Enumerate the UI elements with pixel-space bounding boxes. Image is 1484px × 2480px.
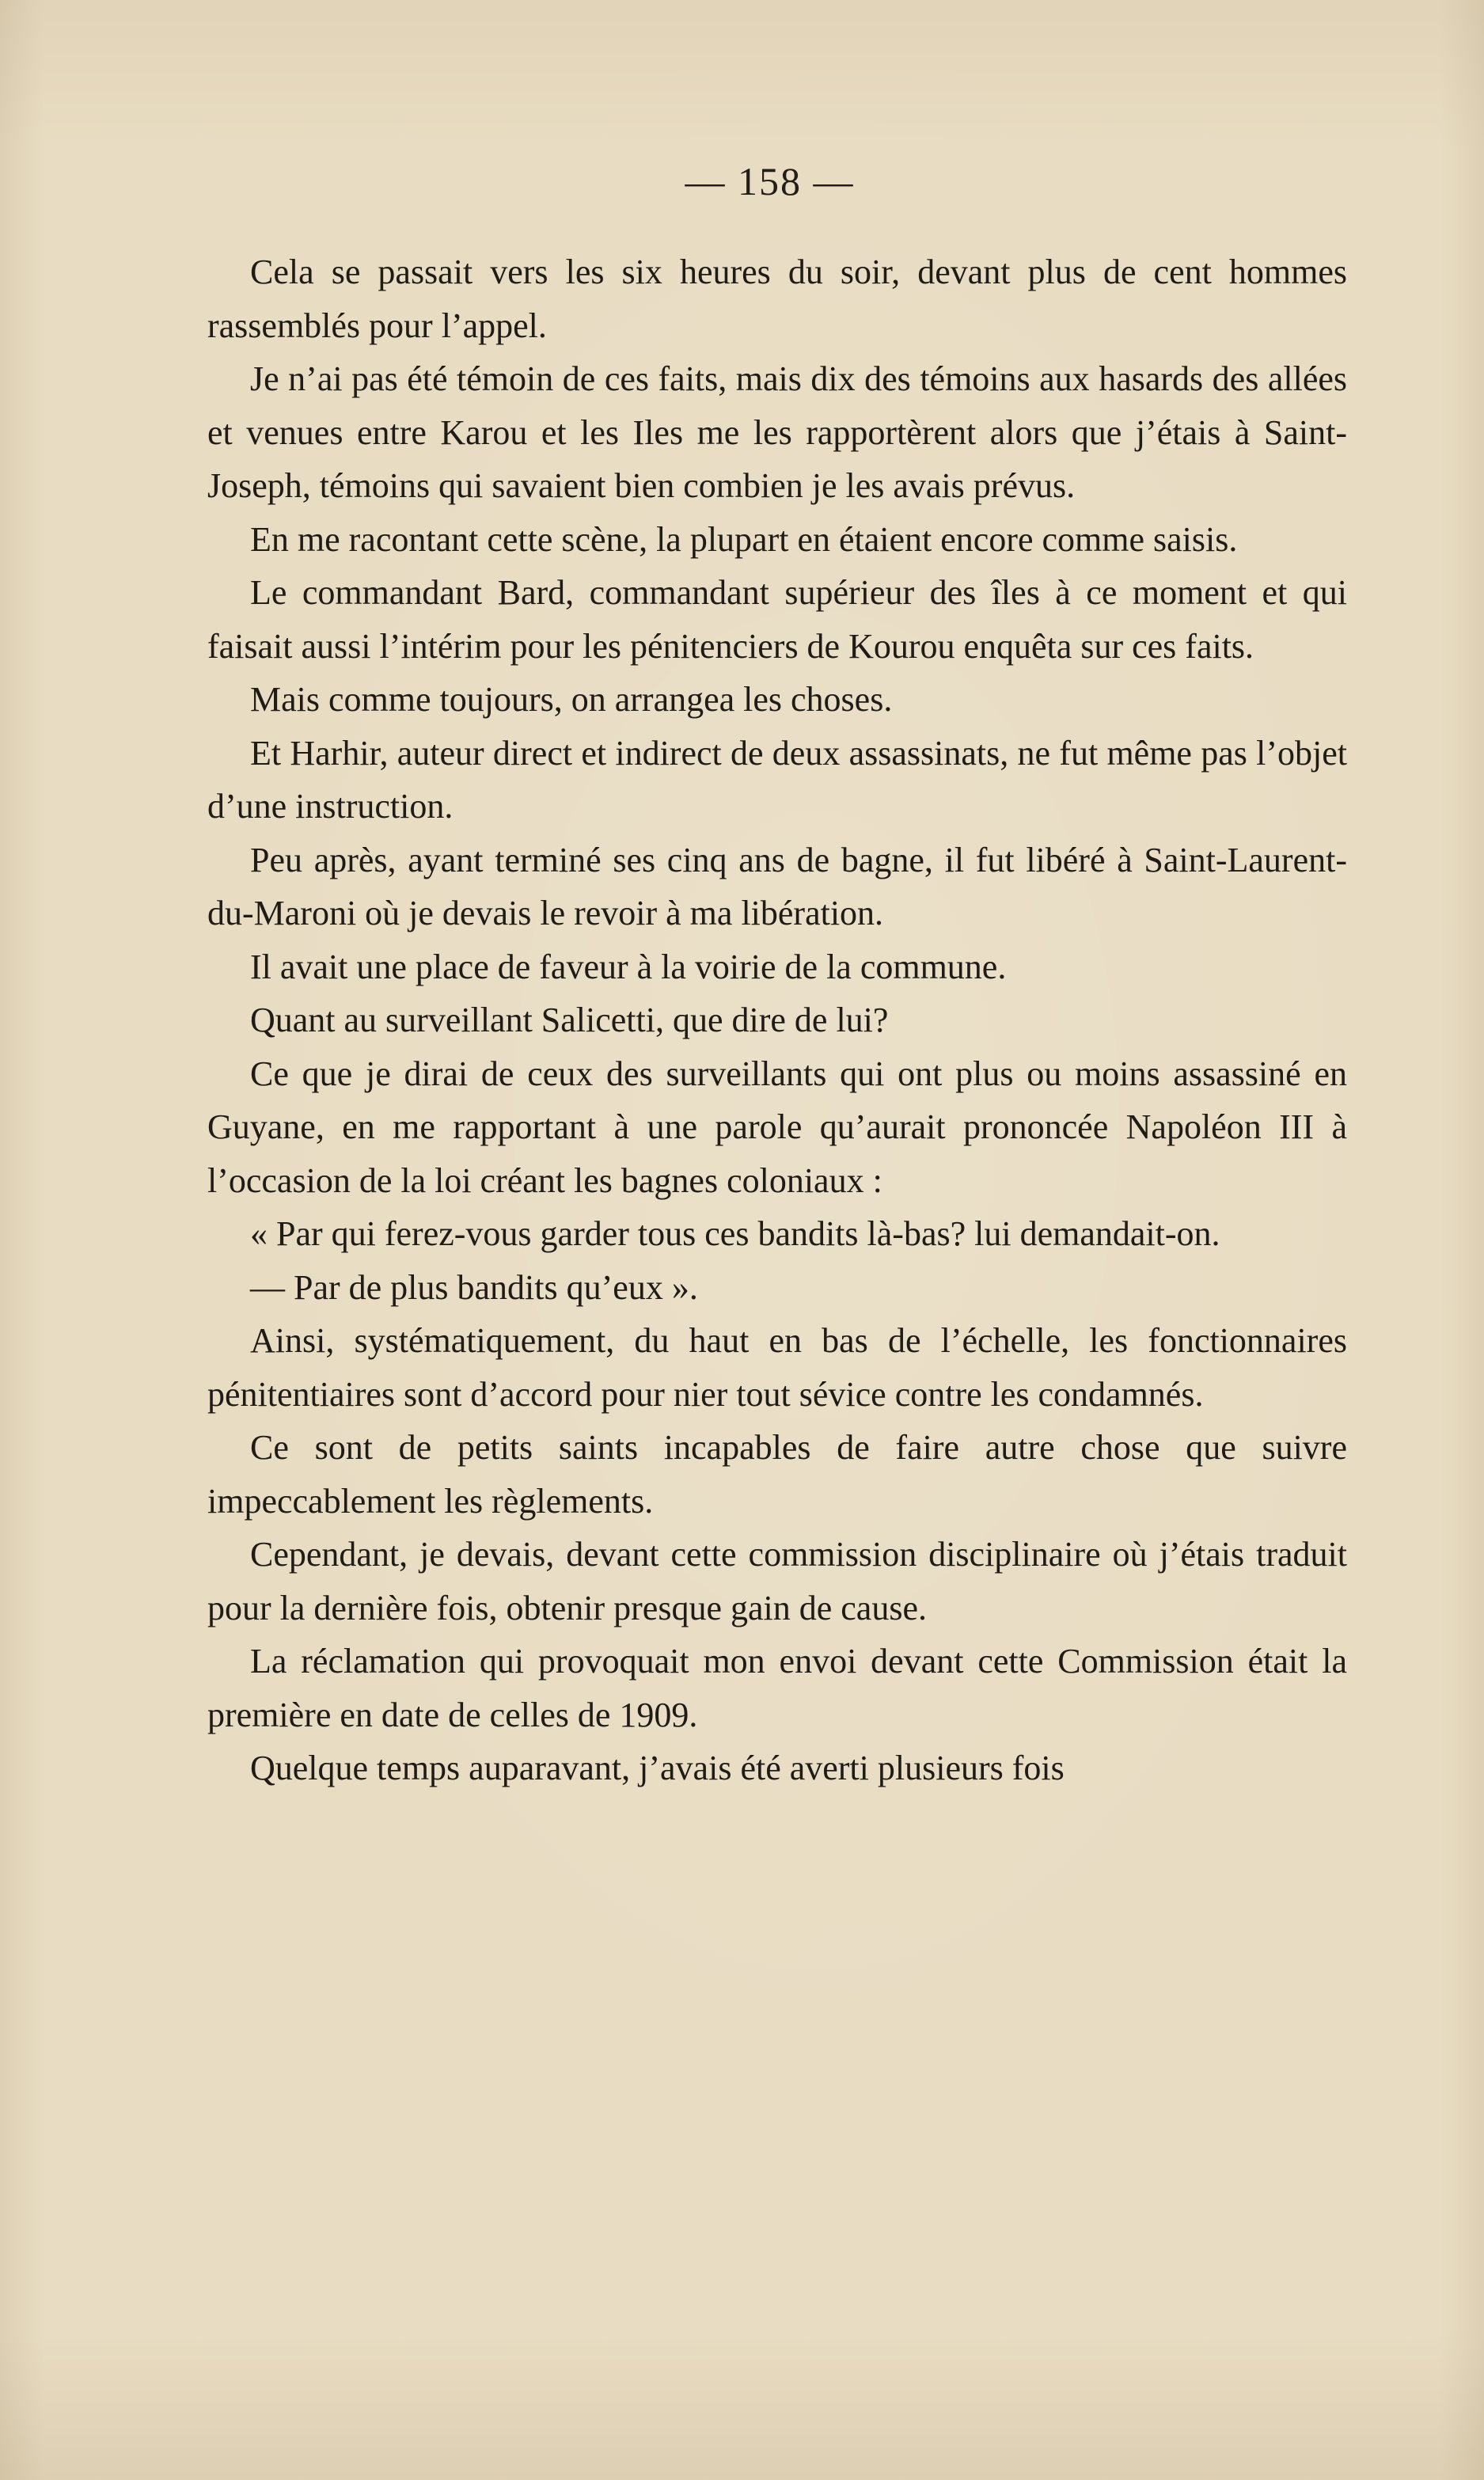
paragraph: Le commandant Bard, commandant supérieur des îles à ce moment et qui faisait aussi l’intérim pour les pénitenciers de Kourou enquêta sur ces faits.	[207, 573, 1347, 666]
paragraph: La réclamation qui provoquait mon envoi devant cette Commission était la première en date de celles de 1909.	[207, 1642, 1347, 1734]
paragraph: Cela se passait vers les six heures du soir, devant plus de cent hommes rassemblés pour l’appel.	[207, 253, 1347, 345]
paragraph: Et Harhir, auteur direct et indirect de deux assassinats, ne fut même pas l’objet d’une instruction.	[207, 733, 1347, 826]
paragraph: Ce que je dirai de ceux des surveillants qui ont plus ou moins assassiné en Guyane, en me rapportant à une parole qu’aurait prononcée Napoléon III à l’occasion de la loi créant les bagnes coloniaux :	[207, 1054, 1347, 1200]
paragraph: Ce sont de petits saints incapables de faire autre chose que suivre impeccablement les règlements.	[207, 1428, 1347, 1521]
paragraph: Quelque temps auparavant, j’avais été averti plusieurs fois	[250, 1749, 1065, 1787]
paragraph: En me racontant cette scène, la plupart en étaient encore comme saisis.	[250, 519, 1238, 559]
paragraph: Je n’ai pas été témoin de ces faits, mais dix des témoins aux hasards des allées et venues entre Karou et les Iles me les rapportèrent alors que j’étais à Saint-Joseph, témoins qui savaient bien combien je les avais prévus.	[207, 359, 1347, 505]
paragraph: Quant au surveillant Salicetti, que dire de lui?	[250, 1001, 889, 1039]
page-number: — 158 —	[685, 159, 855, 203]
paragraph: Ainsi, systématiquement, du haut en bas de l’échelle, les fonctionnaires pénitentiaires sont d’accord pour nier tout sévice contre les condamnés.	[207, 1321, 1347, 1414]
paragraph: Cependant, je devais, devant cette commission disciplinaire où j’étais traduit pour la dernière fois, obtenir presque gain de cause.	[207, 1535, 1347, 1627]
paragraph: Il avait une place de faveur à la voirie de la commune.	[250, 947, 1007, 986]
body-text	[207, 245, 1347, 1795]
paragraph: Peu après, ayant terminé ses cinq ans de bagne, il fut libéré à Saint-Laurent-du-Maroni où je devais le revoir à ma libération.	[207, 840, 1347, 932]
paragraph: « Par qui ferez-vous garder tous ces bandits là-bas? lui demandait-on.	[250, 1214, 1220, 1253]
paragraph: Mais comme toujours, on arrangea les choses.	[250, 680, 893, 719]
paragraph: — Par de plus bandits qu’eux ».	[250, 1267, 698, 1307]
